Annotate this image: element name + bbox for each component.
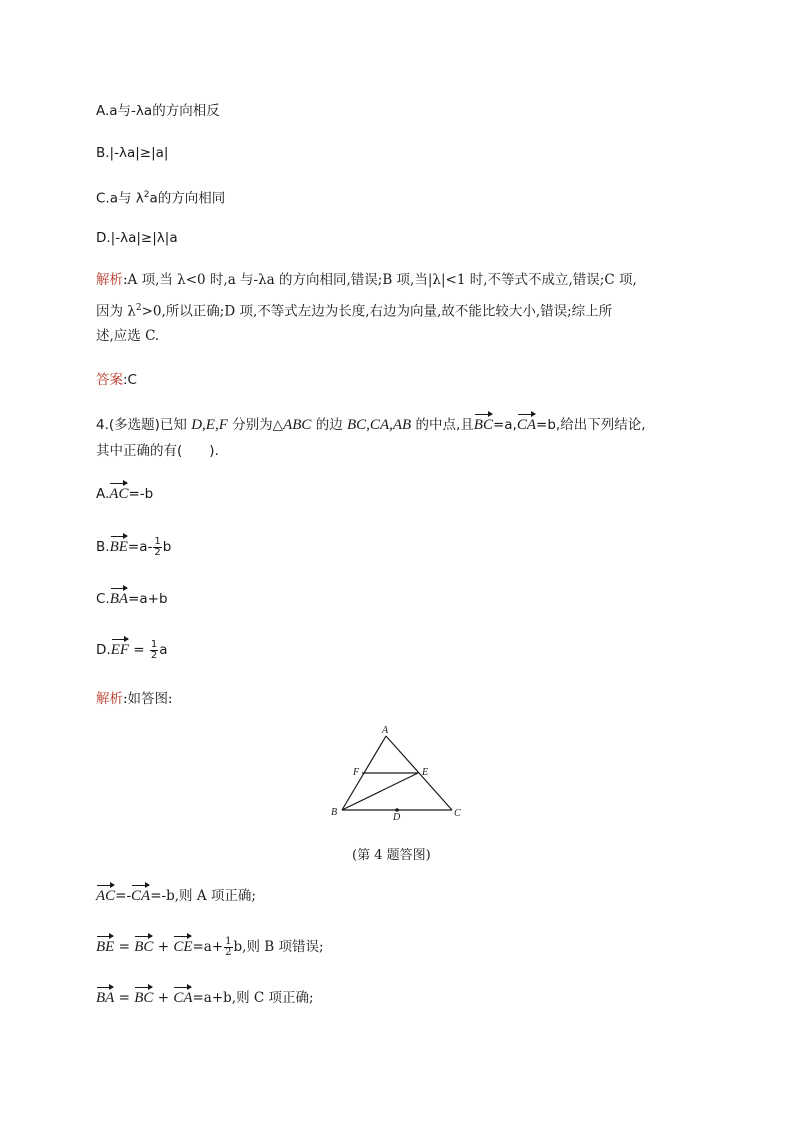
label-e: E [422,767,429,778]
q4-stem-4: 的中点,且 [411,417,474,433]
label-b: B [331,807,338,818]
label-a: A [382,725,389,736]
q3-option-c [96,185,225,209]
figure-caption: (第 4 题答图) [352,848,431,863]
q3-option-c-sup: 2 [143,190,150,200]
q4-step2-vec2: BC [134,934,153,957]
triangle-figure [326,722,466,822]
q4-opt-a-prefix: A. [96,486,110,502]
label-c: C [454,808,461,819]
q4-opt-c-rhs: =a+b [128,591,168,607]
q4-opt-b-den: 2 [154,546,161,558]
q4-stem-points: D,E,F [191,417,228,433]
q4-opt-b-rhs: =a- [127,539,153,555]
q4-step-2 [96,934,324,958]
q4-opt-d-eq: = [129,642,149,658]
label-f: F [353,767,360,778]
q3-answer [96,370,137,390]
q4-step1-mid: =- [115,888,132,904]
q3-analysis-sup: 2 [135,303,142,313]
q4-step3-tail: =a+b,则 C 项正确; [192,990,314,1006]
q3-answer-value: :C [123,372,137,388]
q3-analysis-line1 [96,270,637,290]
q3-analysis-line3: 述,应选 C. [96,328,160,344]
q3-analysis-label: 解析 [96,272,123,288]
q4-analysis-intro-text: :如答图: [123,691,173,707]
q4-step3-vec2: BC [134,985,153,1008]
q4-opt-d-num: 1 [150,638,158,650]
q4-step-1 [96,883,256,906]
q4-stem-6: =b,给出下列结论, [536,417,646,433]
q4-option-a [96,481,153,504]
q4-vec-ca: CA [517,412,536,435]
q4-step2-rhs: =a+ [192,939,224,955]
q3-option-c-pre: C.a与 λ [96,190,144,207]
q4-opt-b-tail: b [162,539,172,555]
q4-step1-vec2: CA [131,883,150,906]
q4-opt-d-tail: a [159,642,168,658]
q4-step2-fraction [224,937,232,958]
q4-opt-d-vec: EF [111,637,129,660]
q4-step-3 [96,985,314,1008]
q4-vec-bc: BC [474,412,493,435]
q4-step3-eq: = [114,990,135,1006]
q3-analysis-line2 [96,298,612,322]
q4-opt-d-fraction [150,640,158,661]
q4-opt-d-den: 2 [150,649,158,661]
q4-stem-5: =a, [492,417,517,433]
q4-opt-b-vec: BE [110,534,128,557]
q4-step2-vec3: CE [173,934,192,957]
q4-step3-vec1: BA [96,985,114,1008]
q4-opt-c-prefix: C. [96,591,110,607]
q4-opt-b-prefix: B. [96,539,110,555]
q4-stem-triangle: ABC [283,417,312,433]
q4-analysis-label: 解析 [96,691,123,707]
q3-analysis-text2-post: >0,所以正确;D 项,不等式左边为长度,右边为向量,故不能比较大小,错误;综上所 [141,303,613,320]
q3-analysis-text2-pre: 因为 λ [96,303,136,320]
q3-option-a: A.a与-λa的方向相反 [96,103,220,119]
q4-opt-d-prefix: D. [96,642,111,658]
q4-stem-sides: BC,CA,AB [347,417,412,433]
q4-step2-tail: b,则 B 项错误; [233,939,324,955]
q4-step2-den: 2 [225,947,232,958]
q4-stem-line2: 其中正确的有( ). [96,443,219,459]
q4-step3-plus: + [153,990,174,1006]
q4-step3-vec3: CA [173,985,192,1008]
q3-option-b: B.|-λa|≥|a| [96,145,169,161]
q4-step2-eq: = [114,939,135,955]
q4-opt-c-vec: BA [110,586,128,609]
q4-opt-a-rhs: =-b [128,486,154,502]
q4-stem-line1 [96,412,645,435]
q3-answer-label: 答案 [96,372,123,388]
q4-step2-plus: + [153,939,174,955]
q4-step2-num: 1 [225,936,232,947]
q4-opt-b-fraction [153,537,161,558]
q4-stem-1: 4.(多选题)已知 [96,417,192,433]
q3-analysis-text1: :A 项,当 λ<0 时,a 与-λa 的方向相同,错误;B 项,当|λ|<1 时,不等式不成立,错误;C 项, [123,272,637,288]
q4-opt-b-num: 1 [154,535,161,547]
q4-analysis-intro [96,689,173,709]
q4-option-c [96,586,168,609]
q3-option-d: D.|-λa|≥|λ|a [96,230,178,246]
label-d: D [393,812,401,822]
q4-stem-2: 分别为△ [227,417,284,433]
q4-stem-3: 的边 [311,417,348,433]
q4-option-b [96,534,171,558]
q4-step1-tail: =-b,则 A 项正确; [150,888,256,904]
q4-step2-vec1: BE [96,934,114,957]
q4-opt-a-vec: AC [109,481,128,504]
q4-step1-vec1: AC [96,883,115,906]
q3-option-c-post: a的方向相同 [149,190,226,207]
q4-option-d [96,637,168,661]
